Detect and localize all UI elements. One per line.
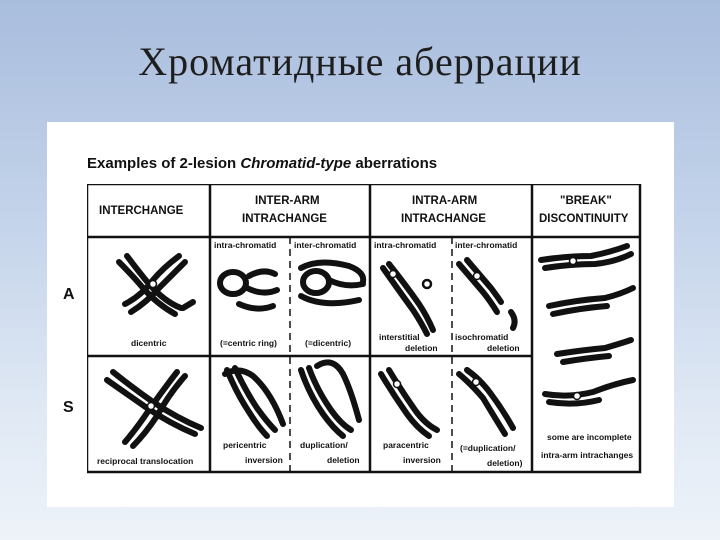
isochromatid-deletion-drawing [459, 260, 515, 328]
label-paracentric-2: inversion [403, 455, 441, 465]
figure-title: Examples of 2-lesion Chromatid-type aberrations [87, 155, 438, 172]
subheader-intraarm-intra: intra-chromatid [374, 240, 437, 250]
break-discontinuity-drawing [541, 246, 633, 404]
label-duplication-1: duplication/ [300, 440, 348, 450]
subheader-interarm-intra: intra-chromatid [214, 240, 277, 250]
label-centric-ring: (=centric ring) [220, 338, 277, 348]
subheader-interarm-inter: inter-chromatid [294, 240, 357, 250]
eq-duplication-deletion-drawing [459, 370, 513, 434]
slide-title: Хроматидные аберрации [138, 39, 582, 84]
header-interarm-1: INTER-ARM [255, 195, 320, 207]
header-interchange: INTERCHANGE [99, 205, 184, 217]
label-eq-duplication-1: (=duplication/ [460, 443, 516, 453]
chromosome-drawings [87, 184, 647, 484]
label-eq-duplication-2: deletion) [487, 458, 523, 468]
row-label-a: A [63, 286, 75, 303]
header-break-1: "BREAK" [560, 195, 612, 207]
label-paracentric-1: paracentric [383, 440, 429, 450]
label-pericentric-2: inversion [245, 455, 283, 465]
label-interstitial-2: deletion [405, 343, 438, 353]
label-reciprocal-translocation: reciprocal translocation [97, 456, 194, 466]
label-pericentric-1: pericentric [223, 440, 267, 450]
label-interstitial-1: interstitial [379, 332, 420, 342]
header-intraarm-1: INTRA-ARM [412, 195, 478, 207]
label-dicentric: dicentric [131, 338, 167, 348]
subheader-intraarm-inter: inter-chromatid [455, 240, 518, 250]
row-label-s: S [63, 399, 74, 416]
label-eq-dicentric: (=dicentric) [305, 338, 352, 348]
label-incomplete-1: some are incomplete [547, 432, 632, 442]
paracentric-inversion-drawing [381, 370, 437, 436]
header-interarm-2: INTRACHANGE [242, 213, 327, 225]
header-break-2: DISCONTINUITY [539, 213, 629, 225]
pericentric-inversion-drawing [225, 368, 283, 436]
label-isochromatid-2: deletion [487, 343, 520, 353]
chromatid-aberrations-figure [47, 122, 674, 507]
centric-ring-drawing [220, 271, 277, 308]
inter-dicentric-drawing [301, 262, 363, 303]
label-incomplete-2: intra-arm intrachanges [541, 450, 634, 460]
label-isochromatid-1: isochromatid [455, 332, 509, 342]
header-intraarm-2: INTRACHANGE [401, 213, 486, 225]
label-duplication-2: deletion [327, 455, 360, 465]
duplication-deletion-drawing [301, 362, 359, 436]
